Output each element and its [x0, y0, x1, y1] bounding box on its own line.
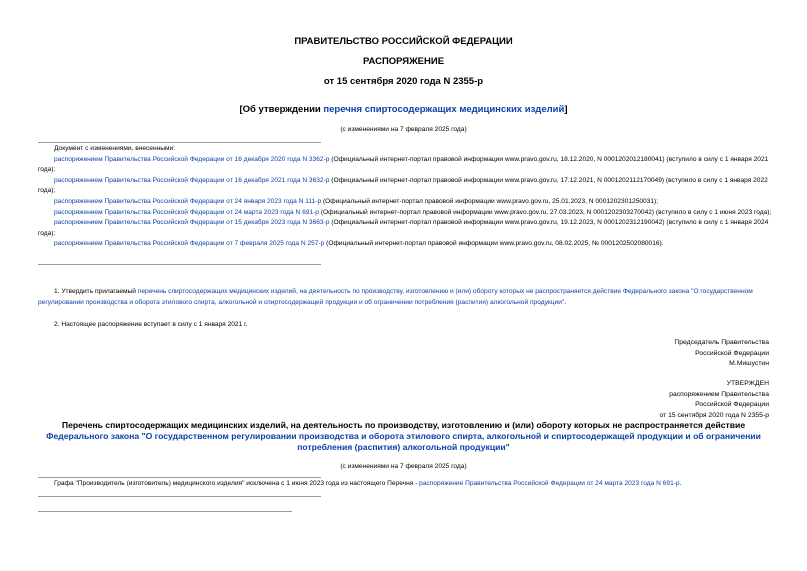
approval-heading: УТВЕРЖДЕН: [726, 380, 769, 387]
signer-position: Председатель Правительства: [674, 339, 769, 346]
divider: [38, 496, 321, 497]
divider: [38, 477, 321, 478]
revision-note: (с изменениями на 7 февраля 2025 года): [340, 126, 467, 133]
amendment-item: распоряжением Правительства Российской Федерации от 16 декабря 2020 года N 3362-р (Официальный интернет-портал правовой информации www.pravo.gov.ru, 18.12.2020, N 0001202012180041) (вступило в силу с 1 января 2021 года);: [38, 155, 769, 174]
amendment-item: распоряжением Правительства Российской Федерации от 16 декабря 2021 года N 3632-р (Официальный интернет-портал правовой информации www.pravo.gov.ru, 17.12.2021, N 0001202112170049) (вступило в силу с 1 января 2022 года);: [38, 176, 768, 195]
amendment-link[interactable]: распоряжением Правительства Российской Федерации от 16 декабря 2020 года N 3362-р: [54, 155, 330, 163]
note-link[interactable]: распоряжение Правительства Российской Федерации от 24 марта 2023 года N 691-р: [419, 480, 680, 487]
paragraph-1: 1. Утвердить прилагаемый перечень спиртосодержащих медицинских изделий, на деятельность по производству, изготовлению и (или) обороту которых не распространяется действие Федерального закона "О государственном регулировании производства и оборота этилового спирта, алкогольной и спиртосодержащей продукции и об ограничении потребления (распития) алкогольной продукции".: [38, 288, 753, 306]
amendment-link[interactable]: распоряжением Правительства Российской Федерации от 7 февраля 2025 года N 257-р: [54, 240, 325, 248]
amendment-link[interactable]: распоряжением Правительства Российской Федерации от 16 декабря 2021 года N 3632-р: [54, 176, 330, 184]
title-link[interactable]: перечня спиртосодержащих медицинских изделий: [323, 104, 565, 115]
federal-law-link[interactable]: Федерального закона "О государственном регулировании производства и оборота этилового спирта, алкогольной и спиртосодержащей продукции и об ограничении потребления (распития) алкогольной продукции": [46, 431, 761, 453]
document-title: [0, 104, 807, 115]
amendment-link[interactable]: распоряжением Правительства Российской Федерации от 15 декабря 2023 года N 3663-р: [54, 219, 330, 227]
title-bracket-close: ]: [564, 104, 568, 115]
list-title: Перечень спиртосодержащих медицинских изделий, на деятельность по производству, изготовлению и (или) обороту которых не распространяется действие Федерального закона "О государственном регулировании производства и оборота этилового спирта, алкогольной и спиртосодержащей продукции и об ограничении потребления (распития) алкогольной продукции": [46, 420, 761, 453]
signer-name: М.Мишустин: [729, 360, 769, 367]
document-type: РАСПОРЯЖЕНИЕ: [362, 56, 445, 67]
approved-list-link[interactable]: перечень спиртосодержащих медицинских изделий, на деятельность по производству, изготовлению и (или) обороту которых не распространяется действие Федерального закона "О государственном регулировании производства и оборота этилового спирта, алкогольной и спиртосодержащей продукции и об ограничении потребления (распития) алкогольной продукции": [38, 288, 753, 306]
divider: [38, 142, 321, 143]
signer-country: Российской Федерации: [695, 349, 769, 357]
signature-block: [674, 338, 769, 370]
list-revision-note: (с изменениями на 7 февраля 2025 года): [340, 463, 467, 470]
approval-stamp: УТВЕРЖДЕН распоряжением Правительства Российской Федерации от 15 сентября 2020 года N 2355-р: [659, 380, 769, 419]
issuer-heading: ПРАВИТЕЛЬСТВО РОССИЙСКОЙ ФЕДЕРАЦИИ: [294, 36, 513, 47]
amendment-item: распоряжением Правительства Российской Федерации от 24 января 2023 года N 111-р (Официальный интернет-портал правовой информации www.pravo.gov.ru, 25.01.2023, N 0001202301250031);: [54, 197, 659, 205]
amendment-link[interactable]: распоряжением Правительства Российской Федерации от 24 марта 2023 года N 691-р: [54, 208, 319, 216]
amendments-intro: Документ с изменениями, внесенными:: [54, 145, 176, 152]
divider: [38, 511, 292, 512]
paragraph-2: 2. Настоящее распоряжение вступает в силу с 1 января 2021 г.: [54, 321, 248, 328]
amendments-block: [38, 144, 774, 250]
amendment-link[interactable]: распоряжением Правительства Российской Федерации от 24 января 2023 года N 111-р: [54, 197, 322, 205]
document-date-number: от 15 сентября 2020 года N 2355-р: [323, 76, 484, 87]
amendment-item: распоряжением Правительства Российской Федерации от 15 декабря 2023 года N 3663-р (Официальный интернет-портал правовой информации www.pravo.gov.ru, 19.12.2023, N 0001202312190042) (вступило в силу с 1 января 2024 года);: [38, 219, 769, 237]
divider: [38, 264, 321, 265]
amendment-item: распоряжением Правительства Российской Федерации от 7 февраля 2025 года N 257-р (Официальный интернет-портал правовой информации www.pravo.gov.ru, 08.02.2025, № 0001202502080016).: [54, 240, 664, 248]
title-bracket-open: [Об утверждении: [239, 104, 324, 115]
amendment-item: распоряжением Правительства Российской Федерации от 24 марта 2023 года N 691-р (Официальный интернет-портал правовой информации www.pravo.gov.ru, 27.03.2023, N 0001202303270042) (вступило в силу с 1 июня 2023 года);: [54, 208, 772, 216]
column-removed-note: Графа "Производитель (изготовитель) медицинского изделия" исключена с 1 июня 2023 года из настоящего Перечня - распоряжение Правительства Российской Федерации от 24 марта 2023 года N 691-р.: [54, 480, 682, 487]
